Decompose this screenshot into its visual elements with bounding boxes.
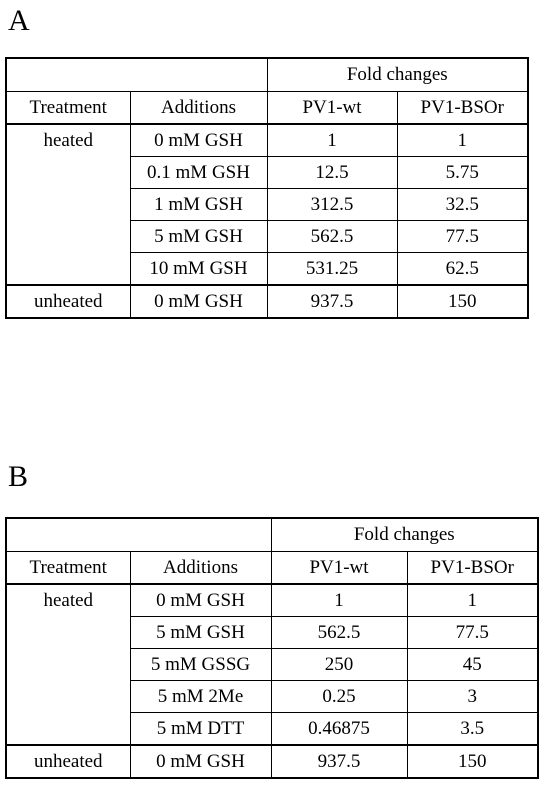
treatment-cell: unheated — [6, 285, 130, 318]
pv1-wt-cell: 312.5 — [267, 189, 397, 221]
pv1-bsor-cell: 62.5 — [397, 253, 528, 286]
treatment-cell — [6, 713, 130, 746]
pv1-wt-cell: 531.25 — [267, 253, 397, 286]
addition-cell: 5 mM DTT — [130, 713, 271, 746]
pv1-bsor-cell: 32.5 — [397, 189, 528, 221]
treatment-cell: heated — [6, 124, 130, 157]
addition-cell: 0 mM GSH — [130, 124, 267, 157]
table-row — [6, 617, 538, 649]
treatment-cell — [6, 253, 130, 286]
addition-cell: 1 mM GSH — [130, 189, 267, 221]
treatment-cell: unheated — [6, 745, 130, 778]
pv1-bsor-cell: 1 — [397, 124, 528, 157]
pv1-bsor-cell: 3.5 — [407, 713, 538, 746]
pv1-bsor-cell: 150 — [407, 745, 538, 778]
header-blank-cell — [6, 518, 271, 552]
pv1-wt-cell: 562.5 — [267, 221, 397, 253]
treatment-cell — [6, 649, 130, 681]
table-row — [6, 157, 528, 189]
additions-header: Additions — [130, 92, 267, 125]
pv1-bsor-header: PV1-BSOr — [407, 552, 538, 585]
pv1-bsor-cell: 77.5 — [397, 221, 528, 253]
addition-cell: 5 mM GSH — [130, 221, 267, 253]
treatment-header: Treatment — [6, 552, 130, 585]
fold-changes-header: Fold changes — [267, 58, 528, 92]
treatment-cell: heated — [6, 584, 130, 617]
pv1-wt-cell: 1 — [267, 124, 397, 157]
panel-b-table — [5, 517, 539, 779]
addition-cell: 0.1 mM GSH — [130, 157, 267, 189]
table-row — [6, 189, 528, 221]
pv1-wt-cell: 250 — [271, 649, 407, 681]
treatment-cell — [6, 681, 130, 713]
pv1-bsor-cell: 5.75 — [397, 157, 528, 189]
addition-cell: 0 mM GSH — [130, 745, 271, 778]
table-row — [6, 124, 528, 157]
treatment-cell — [6, 221, 130, 253]
pv1-bsor-cell: 1 — [407, 584, 538, 617]
table-row — [6, 584, 538, 617]
treatment-cell — [6, 157, 130, 189]
pv1-wt-cell: 12.5 — [267, 157, 397, 189]
addition-cell: 5 mM GSSG — [130, 649, 271, 681]
pv1-wt-cell: 0.46875 — [271, 713, 407, 746]
pv1-bsor-header: PV1-BSOr — [397, 92, 528, 125]
pv1-wt-cell: 937.5 — [267, 285, 397, 318]
addition-cell: 5 mM 2Me — [130, 681, 271, 713]
pv1-bsor-cell: 45 — [407, 649, 538, 681]
table-row — [6, 253, 528, 286]
header-blank-cell — [6, 58, 267, 92]
pv1-wt-header: PV1-wt — [271, 552, 407, 585]
table-row — [6, 713, 538, 746]
addition-cell: 5 mM GSH — [130, 617, 271, 649]
panel-b-label: B — [8, 460, 29, 493]
pv1-bsor-cell: 3 — [407, 681, 538, 713]
pv1-bsor-cell: 77.5 — [407, 617, 538, 649]
pv1-wt-cell: 937.5 — [271, 745, 407, 778]
addition-cell: 10 mM GSH — [130, 253, 267, 286]
pv1-wt-cell: 562.5 — [271, 617, 407, 649]
addition-cell: 0 mM GSH — [130, 285, 267, 318]
table-row — [6, 221, 528, 253]
pv1-bsor-cell: 150 — [397, 285, 528, 318]
table-row — [6, 745, 538, 778]
addition-cell: 0 mM GSH — [130, 584, 271, 617]
table-row — [6, 285, 528, 318]
fold-changes-header: Fold changes — [271, 518, 538, 552]
panel-a-label: A — [8, 4, 30, 37]
treatment-header: Treatment — [6, 92, 130, 125]
table-row — [6, 681, 538, 713]
pv1-wt-cell: 0.25 — [271, 681, 407, 713]
pv1-wt-cell: 1 — [271, 584, 407, 617]
additions-header: Additions — [130, 552, 271, 585]
pv1-wt-header: PV1-wt — [267, 92, 397, 125]
treatment-cell — [6, 189, 130, 221]
table-row — [6, 649, 538, 681]
panel-a-table — [5, 57, 529, 319]
treatment-cell — [6, 617, 130, 649]
